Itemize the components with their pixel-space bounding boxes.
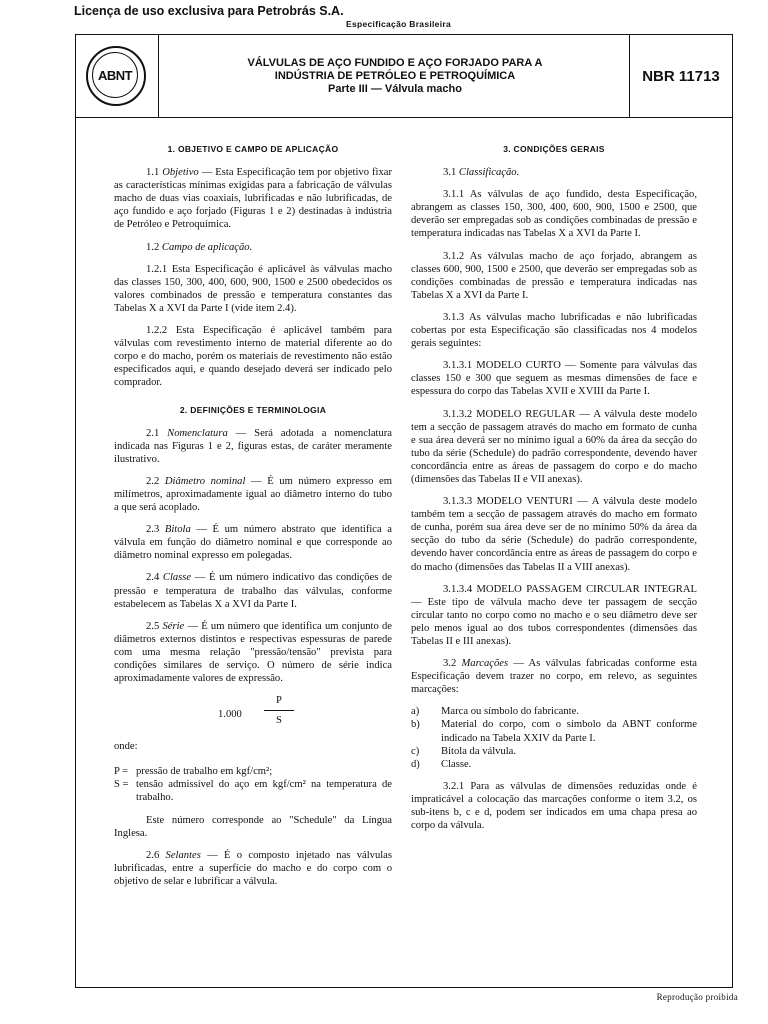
logo-cell [76, 35, 159, 117]
definition-p: P = pressão de trabalho em kgf/cm²; [114, 766, 273, 778]
paragraph-2-4: 2.4 Classe — É um número indicativo das condições de pressão e temperatura de trabalho das válvulas, conforme estabelecem as Tabelas X a XVI da Parte I. [114, 572, 392, 610]
paragraph-1-2-1: 1.2.1 Esta Especificação é aplicável às válvulas macho das classes 150, 300, 400, 600, 900, 1500 e 2500 obedecidos os valores combinados de pressão e temperatura constantes das Tabelas X a XVI da Parte I (vide item 2.4). [114, 263, 392, 314]
paragraph-2-3: 2.3 Bitola — É um número abstrato que identifica a válvula em função do diâmetro nominal e que corresponde ao diâmetro nominal expresso em polegadas. [114, 524, 393, 562]
license-notice: Licença de uso exclusiva para Petrobrás S.A. [74, 4, 344, 18]
formula-definitions [114, 765, 392, 804]
paragraph-2-6: 2.6 Selantes — É o composto injetado nas válvulas lubrificadas, entre a superfície do macho e do corpo com o objetivo de selar e lubrificar a válvula. [114, 849, 393, 887]
marking-list [411, 705, 697, 770]
onde-label: onde: [114, 741, 138, 753]
section-1-title: 1. OBJETIVO E CAMPO DE APLICAÇÃO [167, 144, 339, 154]
paragraph-3-1-3-2: 3.1.3.2 MODELO REGULAR — A válvula deste modelo tem a secção de passagem através do macho em formato de cunha e sua área deverá ser no mínimo igual a 60% da área da secção do tubo da série (Schedule) do padrão correspondente, devendo haver concordância entre as áreas de passagem do corpo e do macho (dimensões das Tabelas II e VII anexas). [411, 408, 697, 485]
paragraph-3-1: 3.1 Classificação. [443, 167, 520, 179]
section-2-title: 2. DEFINIÇÕES E TERMINOLOGIA [179, 404, 327, 415]
spec-label: Especificação Brasileira [346, 19, 452, 29]
standard-number: NBR 11713 [629, 35, 732, 117]
paragraph-2-5: 2.5 Série — É um número que identifica um conjunto de diâmetros externos distintos e respectivas espessuras de parede com uma mesma relação "pressão/tensão" prevista para condições similares de serviço. O número de série indica aproximadamente valores de expressão. [114, 620, 392, 685]
document-header [76, 35, 732, 118]
title-line-2: INDÚSTRIA DE PETRÓLEO E PETROQUÍMICA [274, 69, 516, 82]
formula-numerator: P [264, 694, 294, 711]
title-line-1: VÁLVULAS DE AÇO FUNDIDO E AÇO FORJADO PARA A [247, 56, 543, 69]
document-title [159, 35, 631, 117]
paragraph-3-2: 3.2 Marcações — As válvulas fabricadas conforme esta Especificação devem trazer no corpo, em relevo, as seguintes marcações: [411, 658, 698, 696]
paragraph-2-1: 2.1 Nomenclatura — Será adotada a nomenclatura indicada nas Figuras 1 e 2, figuras estas, de caráter meramente ilustrativo. [114, 427, 393, 465]
paragraph-3-1-3: 3.1.3 As válvulas macho lubrificadas e não lubrificadas cobertas por esta Especificação são classificadas nos 4 modelos gerais seguintes: [411, 311, 697, 350]
formula-constant: 1.000 [218, 709, 242, 721]
section-3-title: 3. CONDIÇÕES GERAIS [503, 144, 605, 154]
abnt-logo-text: ABNT [92, 52, 138, 98]
list-item: a) Marca ou símbolo do fabricante. [411, 706, 579, 718]
formula-denominator: S [276, 715, 282, 727]
document-frame [75, 34, 733, 988]
paragraph-3-2-1: 3.2.1 Para as válvulas de dimensões reduzidas onde é impraticável a colocação das marcações conforme o item 3.2, os sub-itens b, c e d, podem ser indicados em uma chapa presa ao corpo da válvula. [411, 780, 697, 832]
schedule-note: Este número corresponde ao "Schedule" da Língua Inglesa. [114, 814, 392, 839]
paragraph-3-1-3-1: 3.1.3.1 MODELO CURTO — Somente para válvulas das classes 150 e 300 que seguem as mesmas dimensões de face e espessura do corpo das Tabelas XVII e XVIII da Parte I. [411, 360, 697, 398]
formula [114, 694, 392, 736]
definition-s: S = tensão admissível do aço em kgf/cm² na temperatura de trabalho. [114, 779, 392, 804]
paragraph-3-1-3-3: 3.1.3.3 MODELO VENTURI — A válvula deste modelo também tem a secção de passagem através do macho em formato de cunha, porém sua área deve ser de no mínimo 50% da área da secção do tubo da série (Schedule) do padrão correspondente, devendo haver concordância entre as áreas de passagem do corpo e do macho (dimensões das Tabelas II a VIII anexas). [411, 496, 697, 573]
paragraph-3-1-2: 3.1.2 As válvulas macho de aço forjado, abrangem as classes 600, 900, 1500 e 2500, que deverão ser empregadas sob as condições combinadas de pressão e temperatura indicadas nas Tabelas X a XVI da Parte I. [411, 250, 697, 301]
paragraph-3-1-1: 3.1.1 As válvulas de aço fundido, desta Especificação, abrangem as classes 150, 300, 400, 600, 900, 1500 e 2500, que deverão ser empregadas sob as condições combinadas de pressão e temperatura indicadas nas Tabelas X a XVI da Parte I. [411, 189, 697, 240]
list-item: b) Material do corpo, com o símbolo da ABNT conforme indicado na Tabela XXIV da Parte I. [411, 719, 697, 744]
reproduction-notice: Reprodução proibida [656, 992, 738, 1002]
paragraph-1-2-2: 1.2.2 Esta Especificação é aplicável também para válvulas com revestimento interno de material diferente ao do corpo e do macho, porém os materiais de revestimento não estão especificados aqui, e quando desejado deverá ser indicado pelo comprador. [114, 325, 392, 389]
abnt-logo [86, 46, 146, 106]
formula-fraction [264, 694, 294, 727]
left-column [114, 143, 392, 897]
list-item: c) Bitola da válvula. [411, 745, 517, 757]
right-column [411, 143, 697, 841]
paragraph-3-1-3-4: 3.1.3.4 MODELO PASSAGEM CIRCULAR INTEGRAL — Este tipo de válvula macho deve ter passagem de secção circular tanto no corpo como no macho e o seu diâmetro deve ser pelo menos igual ao dos tubos correspondentes (dimensões das Tabelas II e III anexas). [411, 583, 697, 647]
paragraph-1-2: 1.2 Campo de aplicação. [146, 241, 253, 253]
paragraph-1-1: 1.1 Objetivo — Esta Especificação tem por objetivo fixar as características mínimas exigidas para a fabricação de válvulas macho de duas vias coaxiais, lubrificadas e não lubrificadas, de aço fundido e aço forjado (Figuras 1 e 2) destinadas à indústria de Petróleo e Petroquímica. [114, 167, 392, 231]
list-item: d) Classe. [411, 758, 472, 770]
title-line-3: Parte III — Válvula macho [328, 82, 462, 95]
paragraph-2-2: 2.2 Diâmetro nominal — É um número expresso em milímetros, aproximadamente igual ao diâmetro interno do tubo a que será acoplado. [114, 475, 392, 514]
